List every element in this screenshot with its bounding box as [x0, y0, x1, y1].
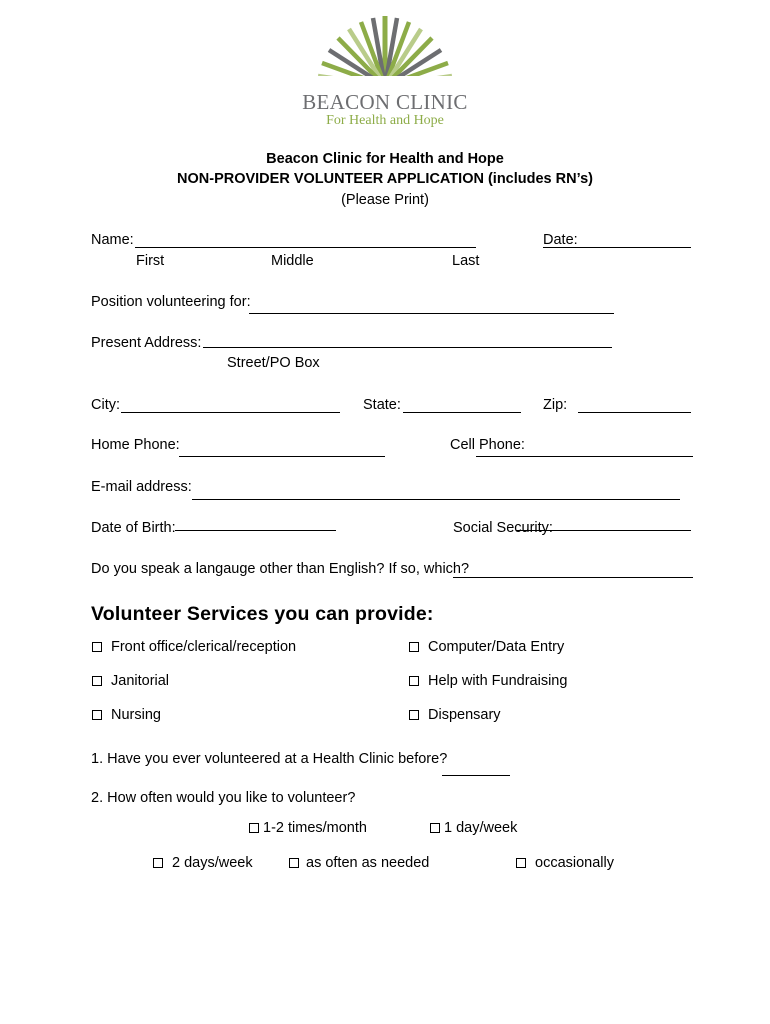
- city-field[interactable]: [121, 412, 340, 413]
- service-fundraising[interactable]: Help with Fundraising: [409, 673, 567, 690]
- language-label: Do you speak a langauge other than English? If so, which?: [91, 561, 470, 577]
- cell-phone-field[interactable]: [476, 456, 693, 457]
- checkbox[interactable]: [153, 858, 163, 868]
- address-field[interactable]: [203, 347, 612, 348]
- checkbox[interactable]: [249, 823, 259, 833]
- logo-name: BEACON CLINIC: [302, 90, 468, 114]
- state-label: State:: [363, 397, 401, 413]
- last-label: Last: [452, 253, 480, 269]
- zip-field[interactable]: [578, 412, 691, 413]
- date-label: Date:: [543, 232, 578, 248]
- date-field[interactable]: [543, 247, 691, 248]
- dob-field[interactable]: [175, 530, 336, 531]
- email-label: E-mail address:: [91, 479, 192, 495]
- home-phone-field[interactable]: [179, 456, 385, 457]
- name-label: Name:: [91, 232, 134, 248]
- language-field[interactable]: [453, 577, 693, 578]
- name-field[interactable]: [135, 247, 476, 248]
- address-label: Present Address:: [91, 335, 202, 351]
- checkbox[interactable]: [289, 858, 299, 868]
- print-note: (Please Print): [341, 192, 429, 208]
- ssn-field[interactable]: [516, 530, 691, 531]
- checkbox[interactable]: [409, 710, 419, 720]
- checkbox[interactable]: [92, 676, 102, 686]
- service-janitorial[interactable]: Janitorial: [92, 673, 169, 690]
- sunburst-icon: [300, 10, 470, 90]
- checkbox[interactable]: [409, 676, 419, 686]
- first-label: First: [136, 253, 165, 269]
- position-field[interactable]: [249, 313, 614, 314]
- cell-phone-label: Cell Phone:: [450, 437, 525, 453]
- freq-2-days-week[interactable]: 2 days/week: [153, 855, 253, 872]
- clinic-logo: [300, 10, 470, 128]
- home-phone-label: Home Phone:: [91, 437, 180, 453]
- freq-1-2-month[interactable]: 1-2 times/month: [249, 820, 367, 837]
- state-field[interactable]: [403, 412, 521, 413]
- ssn-label: Social Security:: [453, 520, 553, 536]
- middle-label: Middle: [271, 253, 314, 269]
- checkbox[interactable]: [409, 642, 419, 652]
- services-heading: Volunteer Services you can provide:: [91, 603, 434, 625]
- question-1: 1. Have you ever volunteered at a Health Clinic before?: [91, 751, 448, 767]
- checkbox[interactable]: [516, 858, 526, 868]
- email-field[interactable]: [192, 499, 680, 500]
- freq-as-needed[interactable]: as often as needed: [289, 855, 429, 872]
- question-2: 2. How often would you like to volunteer?: [91, 790, 356, 806]
- checkbox[interactable]: [92, 642, 102, 652]
- position-label: Position volunteering for:: [91, 294, 251, 310]
- org-title: Beacon Clinic for Health and Hope: [266, 151, 504, 167]
- street-label: Street/PO Box: [227, 355, 320, 371]
- freq-occasionally[interactable]: occasionally: [516, 855, 614, 872]
- checkbox[interactable]: [430, 823, 440, 833]
- question-1-field[interactable]: [442, 775, 510, 776]
- service-nursing[interactable]: Nursing: [92, 707, 161, 724]
- zip-label: Zip:: [543, 397, 568, 413]
- service-front-office[interactable]: Front office/clerical/reception: [92, 639, 296, 656]
- service-dispensary[interactable]: Dispensary: [409, 707, 501, 724]
- checkbox[interactable]: [92, 710, 102, 720]
- service-computer[interactable]: Computer/Data Entry: [409, 639, 564, 656]
- city-label: City:: [91, 397, 120, 413]
- dob-label: Date of Birth:: [91, 520, 176, 536]
- logo-tagline: For Health and Hope: [326, 113, 444, 128]
- form-title: NON-PROVIDER VOLUNTEER APPLICATION (includes RN’s): [177, 171, 593, 187]
- freq-1-day-week[interactable]: 1 day/week: [430, 820, 517, 837]
